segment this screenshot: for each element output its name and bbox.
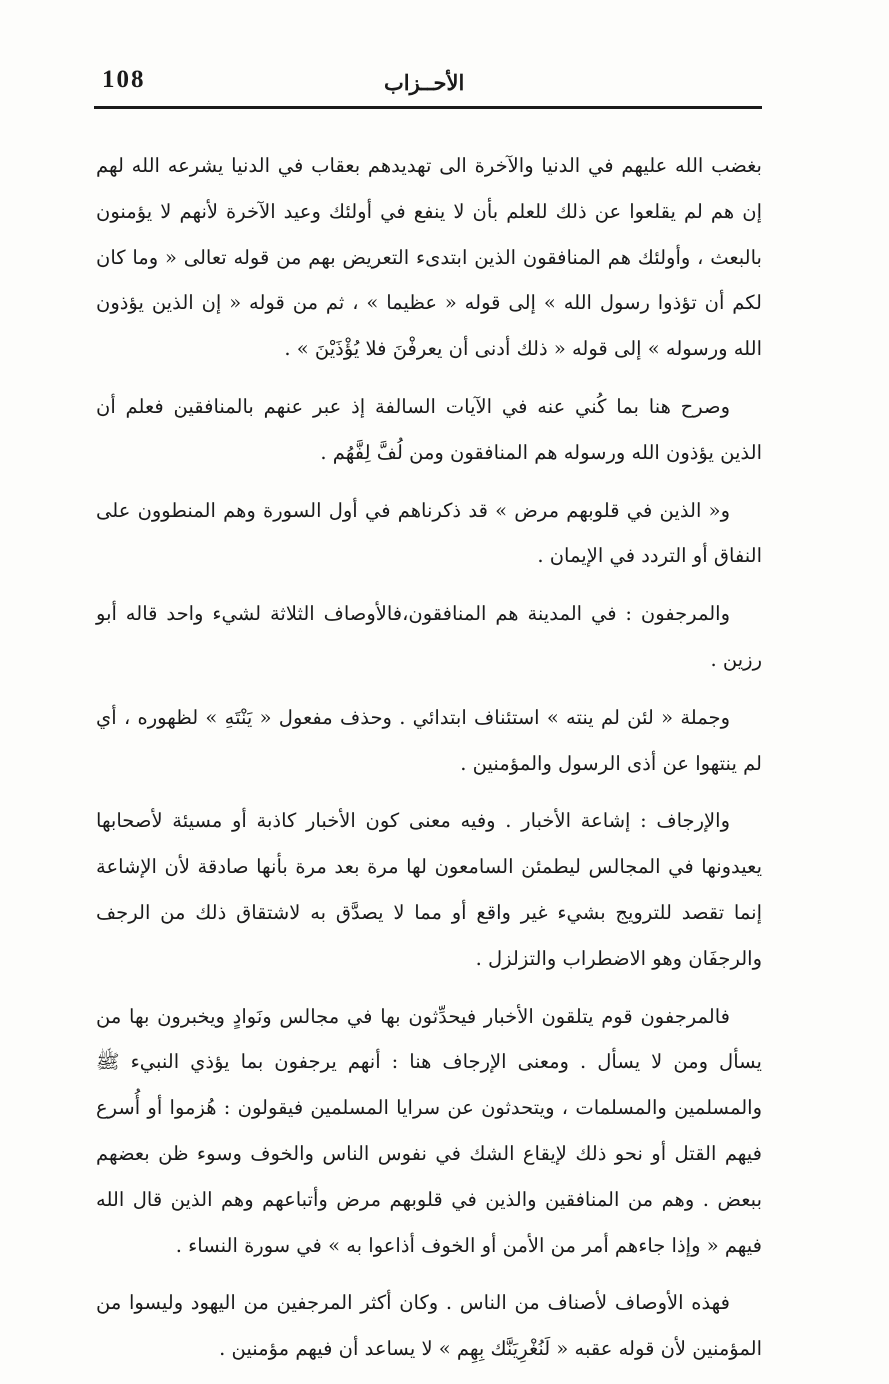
paragraph-6: والإرجاف : إشاعة الأخبار . وفيه معنى كون الأخبار كاذبة أو مسيئة لأصحابها يعيدونها في المجالس ليطمئن السامعون لها مرة بعد مرة بأنها صادقة لأن الإشاعة إنما تقصد للترويج بشيء غير واقع أو مما لا يصدَّق به لاشتقاق ذلك من الرجف والرجفَان وهو الاضطراب والتزلزل . xyxy=(96,809,762,970)
paragraph-3: و« الذين في قلوبهم مرض » قد ذكرناهم في أول السورة وهم المنطوون على النفاق أو التردد في الإيمان . xyxy=(96,498,762,568)
running-title: الأحــزاب xyxy=(384,70,465,95)
paragraph-4: والمرجفون : في المدينة هم المنافقون،فالأوصاف الثلاثة لشيء واحد قاله أبو رزين . xyxy=(96,602,762,671)
paragraph-7: فالمرجفون قوم يتلقون الأخبار فيحدِّثون بها في مجالس ونَوادٍ ويخبرون بها من يسأل ومن لا يسأل . ومعنى الإرجاف هنا : أنهم يرجفون بما يؤذي النبيء ﷺ والمسلمين والمسلمات ، ويتحدثون عن سرايا المسلمين فيقولون : هُزموا أو أُسرع فيهم القتل أو نحو ذلك لإيقاع الشك في نفوس الناس والخوف وسوء ظن بعضهم ببعض . وهم من المنافقين والذين في قلوبهم مرض وأتباعهم وهم الذين قال الله فيهم « وإذا جاءهم أمر من الأمن أو الخوف أذاعوا به » في سورة النساء . xyxy=(96,1004,762,1257)
paragraph-1: بغضب الله عليهم في الدنيا والآخرة الى تهديدهم بعقاب في الدنيا يشرعه الله لهم إن هم لم يقلعوا عن ذلك للعلم بأن لا ينفع في أولئك وعيد الآخرة لأنهم لا يؤمنون بالبعث ، وأولئك هم المنافقون الذين ابتدىء التعريض بهم من قوله تعالى « وما كان لكم أن تؤذوا رسول الله » إلى قوله « عظيما » ، ثم من قوله « إن الذين يؤذون الله ورسوله » إلى قوله « ذلك أدنى أن يعرفْنَ فلا يُؤْذَيْنَ » . xyxy=(96,154,762,361)
page-header xyxy=(94,60,762,106)
paragraph-8: فهذه الأوصاف لأصناف من الناس . وكان أكثر المرجفين من اليهود وليسوا من المؤمنين لأن قوله عقبه « لَنُغْرِيَنَّك بِهِم » لا يساعد أن فيهم مؤمنين . xyxy=(96,1291,762,1361)
page-body xyxy=(96,143,762,1384)
page-number: 108 xyxy=(102,66,146,93)
paragraph-2: وصرح هنا بما كُني عنه في الآيات السالفة إذ عبر عنهم بالمنافقين فعلم أن الذين يؤذون الله ورسوله هم المنافقون ومن لُفَّ لِفَّهُم . xyxy=(96,394,762,464)
paragraph-5: وجملة « لئن لم ينته » استئناف ابتدائي . وحذف مفعول « يَنْتَهِ » لظهوره ، أي لم ينتهوا عن أذى الرسول والمؤمنين . xyxy=(96,705,762,775)
header-divider xyxy=(94,106,762,109)
